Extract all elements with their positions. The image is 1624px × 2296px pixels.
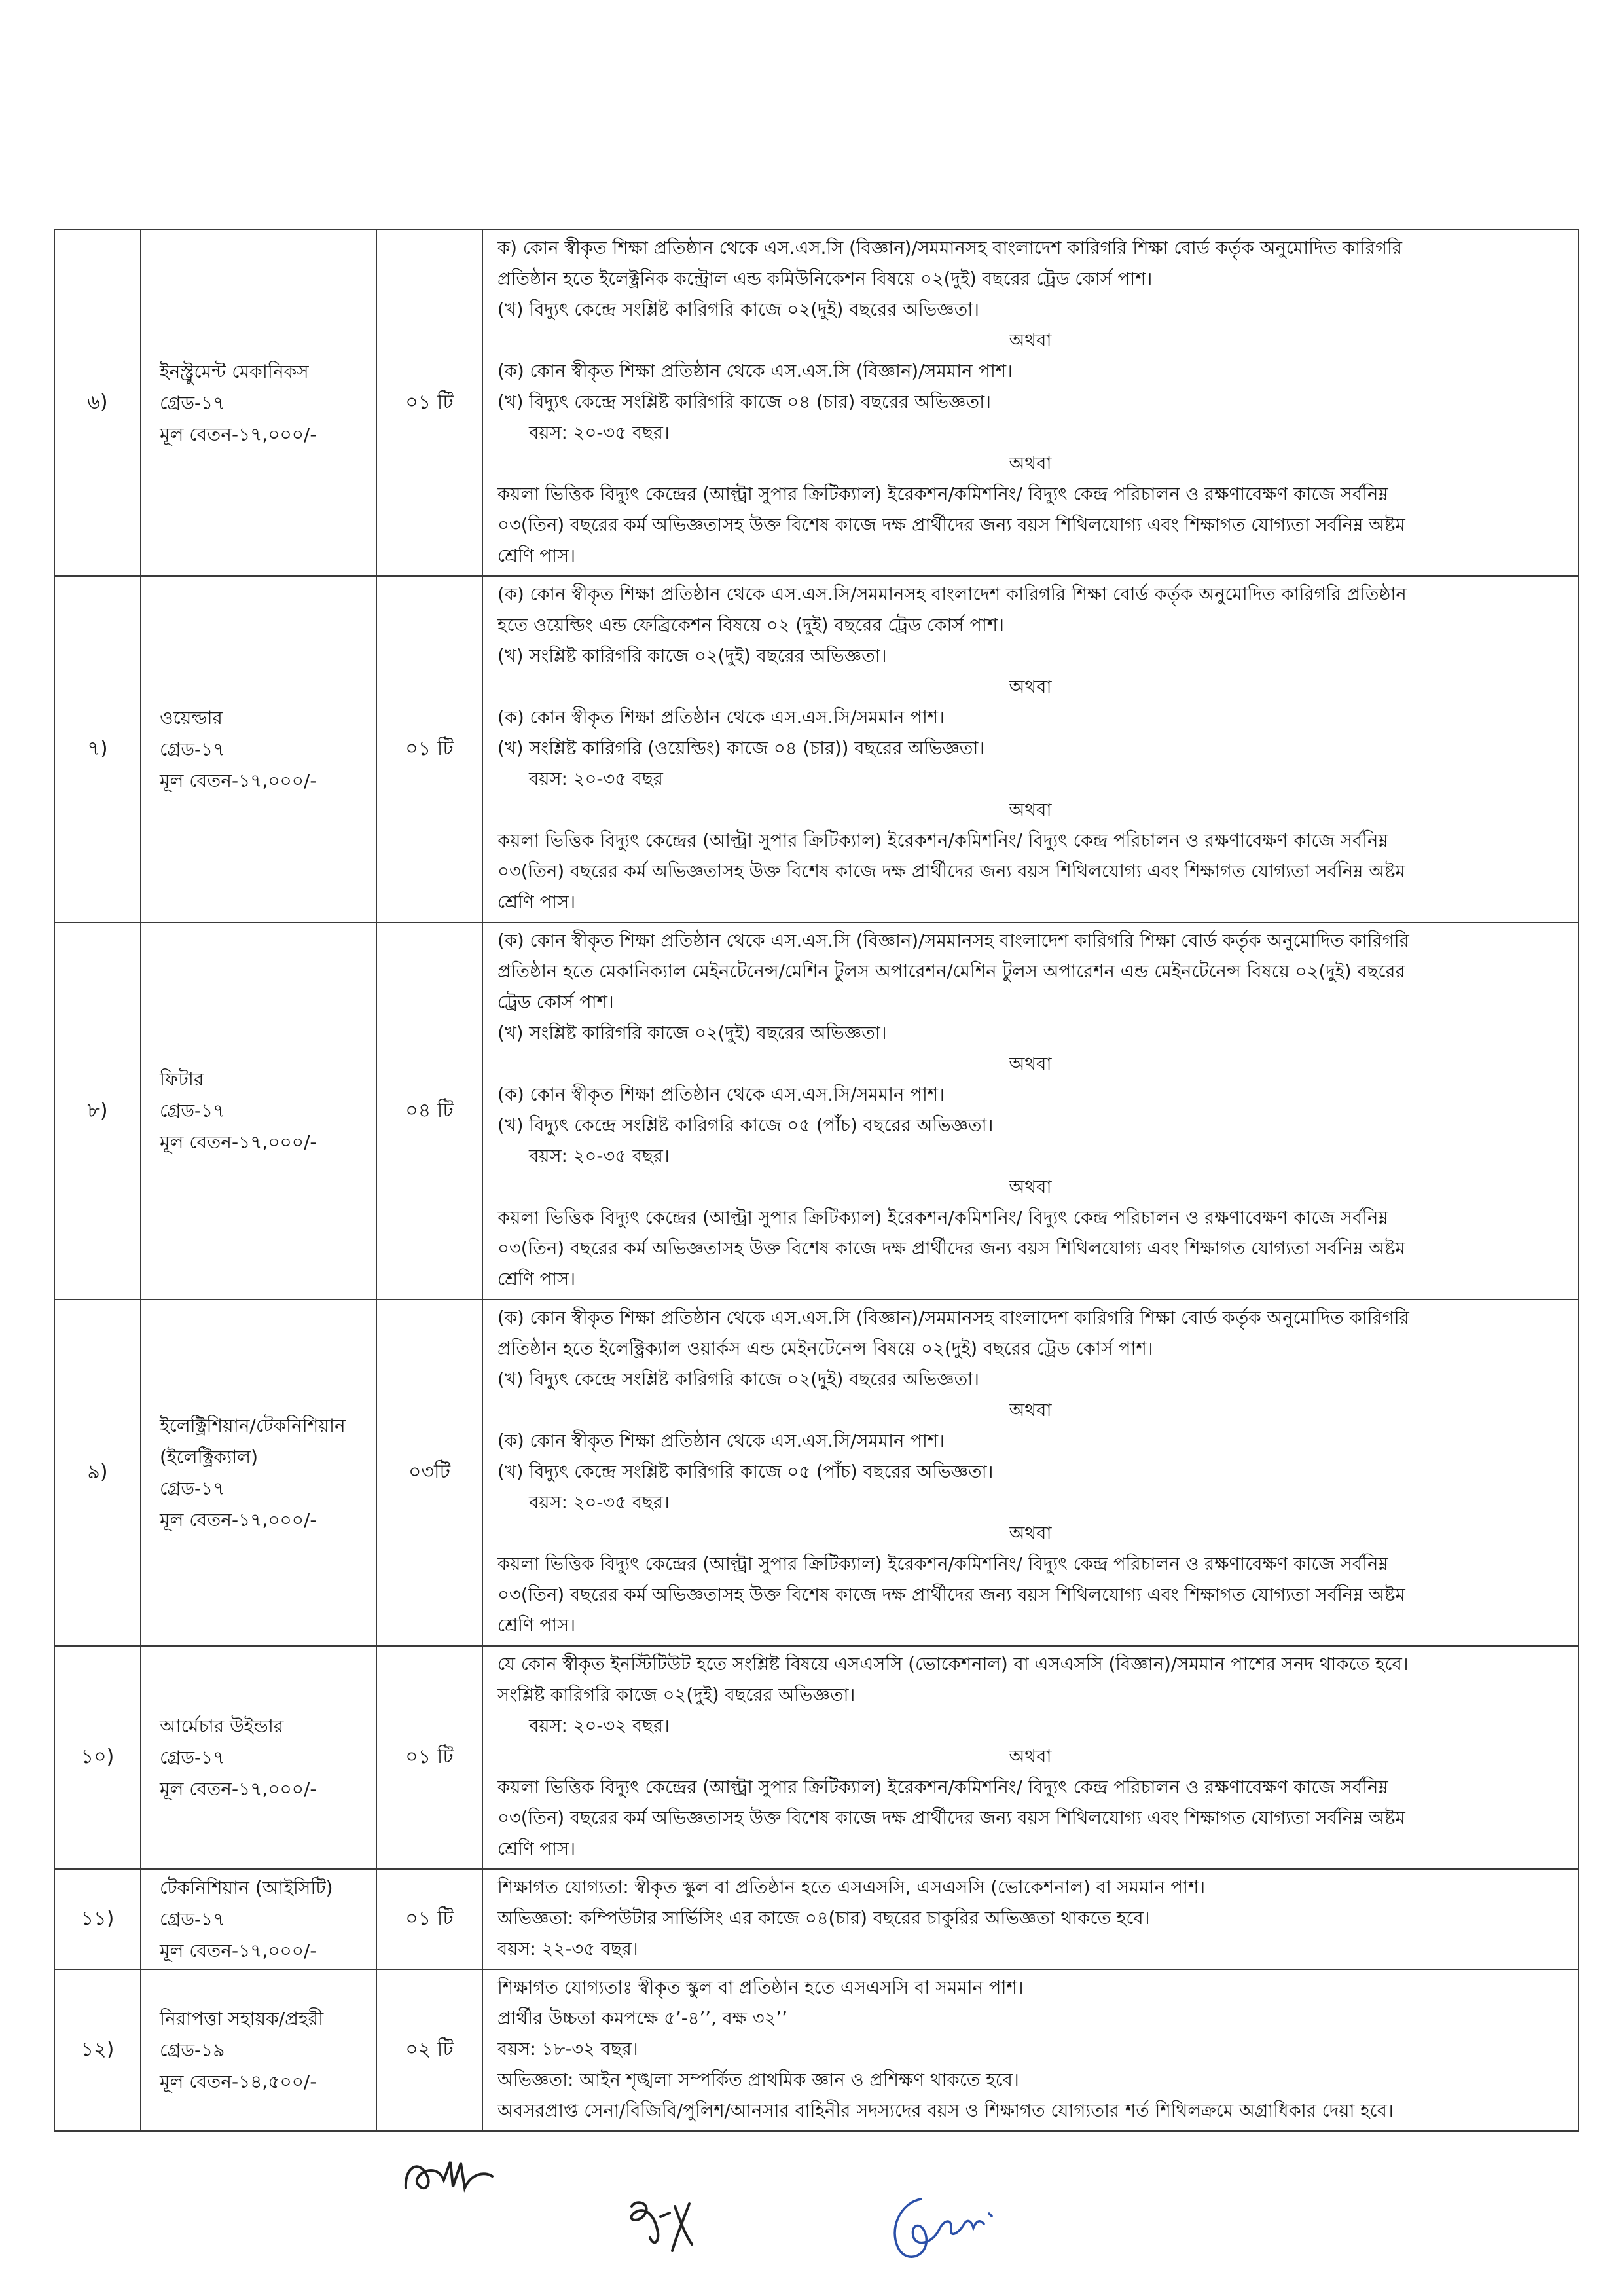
post-salary: মূল বেতন-১৪,৫০০/- xyxy=(160,2070,317,2092)
post-title: ওয়েল্ডার xyxy=(160,706,223,729)
post-title: টেকনিশিয়ান (আইসিটি) xyxy=(160,1876,333,1899)
requirement-line: বয়স: ২২-৩৫ বছর। xyxy=(497,1939,638,1959)
job-requirements-table xyxy=(54,229,1579,2132)
requirement-line: বয়স: ২০-৩৫ বছর। xyxy=(529,1146,670,1167)
table-row xyxy=(54,576,1578,922)
post-grade: গ্রেড-১৯ xyxy=(160,2039,225,2061)
requirement-line: বয়স: ২০-৩২ বছর। xyxy=(529,1715,670,1736)
post-grade: গ্রেড-১৭ xyxy=(160,1477,225,1499)
requirement-line: ০৩(তিন) বছরের কর্ম অভিজ্ঞতাসহ উক্ত বিশেষ কাজে দক্ষ প্রার্থীদের জন্য বয়স শিথিলযোগ্য এবং শিক্ষাগত যোগ্যতা সর্বনিম্ন অষ্টম xyxy=(497,1808,1405,1829)
or-separator: অথবা xyxy=(1009,1053,1052,1074)
or-separator: অথবা xyxy=(1009,676,1052,697)
requirement-line: শ্রেণি পাস। xyxy=(497,1615,576,1636)
table-row xyxy=(54,922,1578,1300)
requirement-line: বয়স: ২০-৩৫ বছর xyxy=(529,769,663,790)
requirement-line: প্রতিষ্ঠান হতে মেকানিক্যাল মেইনটেনেন্স/মেশিন টুলস অপারেশন/মেশিন টুলস অপারেশন এন্ড মেইনটেনেন্স বিষয়ে ০২(দুই) বছরের xyxy=(497,961,1405,982)
requirement-line: (ক) কোন স্বীকৃত শিক্ষা প্রতিষ্ঠান থেকে এস.এস.সি/সমমানসহ বাংলাদেশ কারিগরি শিক্ষা বোর্ড কর্তৃক অনুমোদিত কারিগরি প্রতিষ্ঠান xyxy=(497,584,1407,605)
requirement-line: (খ) সংশ্লিষ্ট কারিগরি কাজে ০২(দুই) বছরের অভিজ্ঞতা। xyxy=(497,1023,887,1044)
requirement-line: (ক) কোন স্বীকৃত শিক্ষা প্রতিষ্ঠান থেকে এস.এস.সি/সমমান পাশ। xyxy=(497,1084,945,1105)
post-cell xyxy=(141,1646,376,1869)
requirements-cell xyxy=(482,230,1578,576)
requirement-line: শ্রেণি পাস। xyxy=(497,1838,576,1859)
or-separator: অথবা xyxy=(1009,1176,1052,1197)
serial-number: ৯) xyxy=(54,1300,141,1646)
post-title: নিরাপত্তা সহায়ক/প্রহরী xyxy=(160,2007,324,2030)
post-count: ০৩টি xyxy=(376,1300,482,1646)
requirement-line: অবসরপ্রাপ্ত সেনা/বিজিবি/পুলিশ/আনসার বাহিনীর সদস্যদের বয়স ও শিক্ষাগত যোগ্যতার শর্ত শিথিলক্রমে অগ্রাধিকার দেয়া হবে। xyxy=(497,2100,1394,2121)
requirement-line: (ক) কোন স্বীকৃত শিক্ষা প্রতিষ্ঠান থেকে এস.এস.সি/সমমান পাশ। xyxy=(497,1430,945,1451)
requirements-cell xyxy=(482,576,1578,922)
requirement-line: কয়লা ভিত্তিক বিদ্যুৎ কেন্দ্রের (আল্ট্রা সুপার ক্রিটিক্যাল) ইরেকশন/কমিশনিং/ বিদ্যুৎ কেন্দ্র পরিচালন ও রক্ষণাবেক্ষণ কাজে সর্বনিম্ন xyxy=(497,1554,1388,1575)
requirement-line: ট্রেড কোর্স পাশ। xyxy=(497,992,614,1013)
requirement-line: (খ) বিদ্যুৎ কেন্দ্রে সংশ্লিষ্ট কারিগরি কাজে ০৫ (পাঁচ) বছরের অভিজ্ঞতা। xyxy=(497,1461,994,1482)
requirements-cell xyxy=(482,1969,1578,2131)
table-row xyxy=(54,1646,1578,1869)
post-cell xyxy=(141,230,376,576)
requirement-line: কয়লা ভিত্তিক বিদ্যুৎ কেন্দ্রের (আল্ট্রা সুপার ক্রিটিক্যাল) ইরেকশন/কমিশনিং/ বিদ্যুৎ কেন্দ্র পরিচালন ও রক্ষণাবেক্ষণ কাজে সর্বনিম্ন xyxy=(497,484,1388,505)
post-cell xyxy=(141,1969,376,2131)
requirement-line: ০৩(তিন) বছরের কর্ম অভিজ্ঞতাসহ উক্ত বিশেষ কাজে দক্ষ প্রার্থীদের জন্য বয়স শিথিলযোগ্য এবং শিক্ষাগত যোগ্যতা সর্বনিম্ন অষ্টম xyxy=(497,1238,1405,1259)
post-count: ০১ টি xyxy=(376,1646,482,1869)
requirements-cell xyxy=(482,1869,1578,1969)
post-title-line2: (ইলেক্ট্রিক্যাল) xyxy=(160,1446,259,1468)
signature-middle xyxy=(612,2187,710,2259)
post-title: ইনস্ট্রুমেন্ট মেকানিকস xyxy=(160,360,309,382)
requirement-line: (ক) কোন স্বীকৃত শিক্ষা প্রতিষ্ঠান থেকে এস.এস.সি/সমমান পাশ। xyxy=(497,707,945,728)
requirement-line: প্রতিষ্ঠান হতে ইলেক্ট্রিক্যাল ওয়ার্কস এন্ড মেইনটেনেন্স বিষয়ে ০২(দুই) বছরের ট্রেড কোর্স পাশ। xyxy=(497,1338,1153,1359)
post-grade: গ্রেড-১৭ xyxy=(160,392,225,414)
post-grade: গ্রেড-১৭ xyxy=(160,1908,225,1930)
or-separator: অথবা xyxy=(1009,1746,1052,1767)
requirements-cell xyxy=(482,1646,1578,1869)
requirement-line: সংশ্লিষ্ট কারিগরি কাজে ০২(দুই) বছরের অভিজ্ঞতা। xyxy=(497,1685,856,1705)
requirement-line: শ্রেণি পাস। xyxy=(497,892,576,913)
post-cell xyxy=(141,1869,376,1969)
signature-right xyxy=(874,2183,1005,2275)
or-separator: অথবা xyxy=(1009,1400,1052,1421)
requirement-line: (ক) কোন স্বীকৃত শিক্ষা প্রতিষ্ঠান থেকে এস.এস.সি (বিজ্ঞান)/সমমানসহ বাংলাদেশ কারিগরি শিক্ষা বোর্ড কর্তৃক অনুমোদিত কারিগরি xyxy=(497,930,1409,951)
post-salary: মূল বেতন-১৭,০০০/- xyxy=(160,769,317,792)
requirement-line: (খ) বিদ্যুৎ কেন্দ্রে সংশ্লিষ্ট কারিগরি কাজে ০২(দুই) বছরের অভিজ্ঞতা। xyxy=(497,299,980,320)
requirement-line: (ক) কোন স্বীকৃত শিক্ষা প্রতিষ্ঠান থেকে এস.এস.সি (বিজ্ঞান)/সমমানসহ বাংলাদেশ কারিগরি শিক্ষা বোর্ড কর্তৃক অনুমোদিত কারিগরি xyxy=(497,1307,1409,1328)
post-count: ০১ টি xyxy=(376,1869,482,1969)
requirement-line: হতে ওয়েল্ডিং এন্ড ফেব্রিকেশন বিষয়ে ০২ (দুই) বছরের ট্রেড কোর্স পাশ। xyxy=(497,615,1004,636)
requirement-line: কয়লা ভিত্তিক বিদ্যুৎ কেন্দ্রের (আল্ট্রা সুপার ক্রিটিক্যাল) ইরেকশন/কমিশনিং/ বিদ্যুৎ কেন্দ্র পরিচালন ও রক্ষণাবেক্ষণ কাজে সর্বনিম্ন xyxy=(497,1207,1388,1228)
requirement-line: (খ) বিদ্যুৎ কেন্দ্রে সংশ্লিষ্ট কারিগরি কাজে ০৫ (পাঁচ) বছরের অভিজ্ঞতা। xyxy=(497,1115,994,1136)
or-separator: অথবা xyxy=(1009,799,1052,820)
serial-number: ১১) xyxy=(54,1869,141,1969)
table-row xyxy=(54,1869,1578,1969)
requirement-line: কয়লা ভিত্তিক বিদ্যুৎ কেন্দ্রের (আল্ট্রা সুপার ক্রিটিক্যাল) ইরেকশন/কমিশনিং/ বিদ্যুৎ কেন্দ্র পরিচালন ও রক্ষণাবেক্ষণ কাজে সর্বনিম্ন xyxy=(497,1777,1388,1798)
requirement-line: কয়লা ভিত্তিক বিদ্যুৎ কেন্দ্রের (আল্ট্রা সুপার ক্রিটিক্যাল) ইরেকশন/কমিশনিং/ বিদ্যুৎ কেন্দ্র পরিচালন ও রক্ষণাবেক্ষণ কাজে সর্বনিম্ন xyxy=(497,830,1388,851)
or-separator: অথবা xyxy=(1009,453,1052,474)
requirement-line: অভিজ্ঞতা: আইন শৃঙ্খলা সম্পর্কিত প্রাথমিক জ্ঞান ও প্রশিক্ষণ থাকতে হবে। xyxy=(497,2069,1019,2090)
table-row xyxy=(54,1969,1578,2131)
requirement-line: শ্রেণি পাস। xyxy=(497,545,576,566)
table-row xyxy=(54,230,1578,576)
requirement-line: (খ) বিদ্যুৎ কেন্দ্রে সংশ্লিষ্ট কারিগরি কাজে ০৪ (চার) বছরের অভিজ্ঞতা। xyxy=(497,392,991,412)
requirement-line: (খ) সংশ্লিষ্ট কারিগরি কাজে ০২(দুই) বছরের অভিজ্ঞতা। xyxy=(497,646,887,666)
post-count: ০১ টি xyxy=(376,576,482,922)
post-title: ফিটার xyxy=(160,1068,204,1090)
requirements-cell xyxy=(482,1300,1578,1646)
post-salary: মূল বেতন-১৭,০০০/- xyxy=(160,1777,317,1800)
post-count: ০১ টি xyxy=(376,230,482,576)
requirement-line: (ক) কোন স্বীকৃত শিক্ষা প্রতিষ্ঠান থেকে এস.এস.সি (বিজ্ঞান)/সমমান পাশ। xyxy=(497,361,1013,382)
requirement-line: অভিজ্ঞতা: কম্পিউটার সার্ভিসিং এর কাজে ০৪(চার) বছরের চাকুরির অভিজ্ঞতা থাকতে হবে। xyxy=(497,1908,1150,1929)
requirement-line: (খ) বিদ্যুৎ কেন্দ্রে সংশ্লিষ্ট কারিগরি কাজে ০২(দুই) বছরের অভিজ্ঞতা। xyxy=(497,1369,980,1390)
post-salary: মূল বেতন-১৭,০০০/- xyxy=(160,423,317,445)
post-salary: মূল বেতন-১৭,০০০/- xyxy=(160,1939,317,1961)
post-grade: গ্রেড-১৭ xyxy=(160,738,225,760)
requirement-line: (খ) সংশ্লিষ্ট কারিগরি (ওয়েল্ডিং) কাজে ০৪ (চার)) বছরের অভিজ্ঞতা। xyxy=(497,738,985,759)
serial-number: ৬) xyxy=(54,230,141,576)
requirement-line: বয়স: ২০-৩৫ বছর। xyxy=(529,422,670,443)
serial-number: ৮) xyxy=(54,922,141,1300)
requirement-line: শ্রেণি পাস। xyxy=(497,1269,576,1290)
requirement-line: বয়স: ২০-৩৫ বছর। xyxy=(529,1492,670,1513)
requirement-line: ০৩(তিন) বছরের কর্ম অভিজ্ঞতাসহ উক্ত বিশেষ কাজে দক্ষ প্রার্থীদের জন্য বয়স শিথিলযোগ্য এবং শিক্ষাগত যোগ্যতা সর্বনিম্ন অষ্টম xyxy=(497,515,1405,536)
requirement-line: প্রার্থীর উচ্চতা কমপক্ষে ৫’-৪’’, বক্ষ ৩২’’ xyxy=(497,2008,788,2029)
requirement-line: ০৩(তিন) বছরের কর্ম অভিজ্ঞতাসহ উক্ত বিশেষ কাজে দক্ষ প্রার্থীদের জন্য বয়স শিথিলযোগ্য এবং শিক্ষাগত যোগ্যতা সর্বনিম্ন অষ্টম xyxy=(497,1584,1405,1605)
requirement-line: শিক্ষাগত যোগ্যতাঃ স্বীকৃত স্কুল বা প্রতিষ্ঠান হতে এসএসসি বা সমমান পাশ। xyxy=(497,1977,1024,1998)
serial-number: ৭) xyxy=(54,576,141,922)
post-title: ইলেক্ট্রিশিয়ান/টেকনিশিয়ান xyxy=(160,1414,346,1436)
post-grade: গ্রেড-১৭ xyxy=(160,1100,225,1121)
post-count: ০৪ টি xyxy=(376,922,482,1300)
post-cell xyxy=(141,1300,376,1646)
requirement-line: ০৩(তিন) বছরের কর্ম অভিজ্ঞতাসহ উক্ত বিশেষ কাজে দক্ষ প্রার্থীদের জন্য বয়স শিথিলযোগ্য এবং শিক্ষাগত যোগ্যতা সর্বনিম্ন অষ্টম xyxy=(497,861,1405,882)
table-row xyxy=(54,1300,1578,1646)
or-separator: অথবা xyxy=(1009,330,1052,351)
post-cell xyxy=(141,576,376,922)
post-cell xyxy=(141,922,376,1300)
requirement-line: প্রতিষ্ঠান হতে ইলেক্ট্রনিক কন্ট্রোল এন্ড কমিউনিকেশন বিষয়ে ০২(দুই) বছরের ট্রেড কোর্স পাশ। xyxy=(497,268,1153,289)
requirement-line: বয়স: ১৮-৩২ বছর। xyxy=(497,2039,638,2060)
requirement-line: যে কোন স্বীকৃত ইনস্টিটিউট হতে সংশ্লিষ্ট বিষয়ে এসএসসি (ভোকেশনাল) বা এসএসসি (বিজ্ঞান)/সমমান পাশের সনদ থাকতে হবে। xyxy=(497,1654,1409,1675)
or-separator: অথবা xyxy=(1009,1523,1052,1544)
serial-number: ১০) xyxy=(54,1646,141,1869)
serial-number: ১২) xyxy=(54,1969,141,2131)
requirements-cell xyxy=(482,922,1578,1300)
post-salary: মূল বেতন-১৭,০০০/- xyxy=(160,1508,317,1531)
post-salary: মূল বেতন-১৭,০০০/- xyxy=(160,1131,317,1153)
post-count: ০২ টি xyxy=(376,1969,482,2131)
post-title: আর্মেচার উইন্ডার xyxy=(160,1715,284,1737)
post-grade: গ্রেড-১৭ xyxy=(160,1746,225,1768)
requirement-line: শিক্ষাগত যোগ্যতা: স্বীকৃত স্কুল বা প্রতিষ্ঠান হতে এসএসসি, এসএসসি (ভোকেশনাল) বা সমমান পাশ। xyxy=(497,1877,1206,1898)
signature-left xyxy=(393,2147,504,2206)
requirement-line: ক) কোন স্বীকৃত শিক্ষা প্রতিষ্ঠান থেকে এস.এস.সি (বিজ্ঞান)/সমমানসহ বাংলাদেশ কারিগরি শিক্ষা বোর্ড কর্তৃক অনুমোদিত কারিগরি xyxy=(497,238,1403,259)
